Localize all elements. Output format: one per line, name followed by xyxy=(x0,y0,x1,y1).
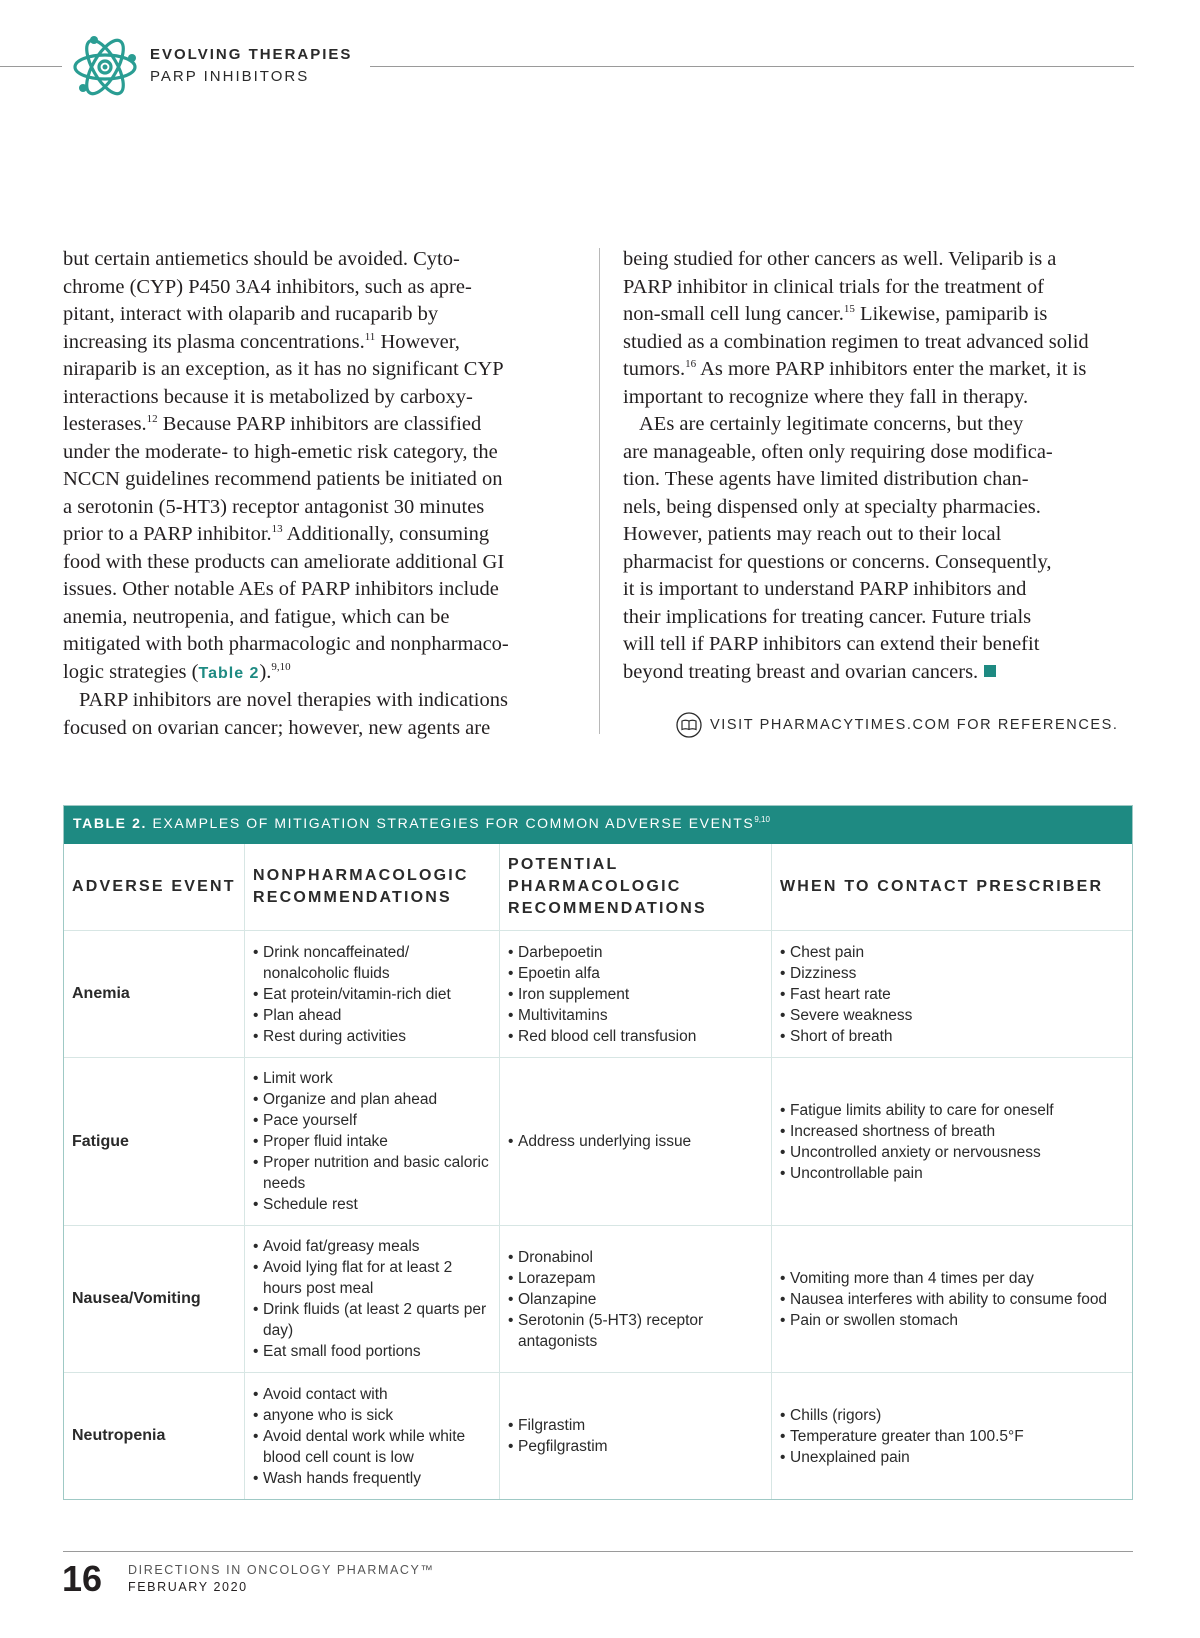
nonpharm-cell xyxy=(244,1226,499,1372)
table-2-link[interactable]: Table 2 xyxy=(198,664,260,682)
list-item: • Chest pain xyxy=(780,942,912,963)
list-item: • Drink fluids (at least 2 quarts per day) xyxy=(253,1299,491,1341)
list-item: • Pegfilgrastim xyxy=(508,1436,608,1457)
text-run: logic strategies ( xyxy=(63,660,199,683)
list-item: • Avoid contact with xyxy=(253,1384,491,1405)
citation: 9,10 xyxy=(271,660,291,673)
list-item: • Pain or swollen stomach xyxy=(780,1310,1107,1331)
list-item: • Vomiting more than 4 times per day xyxy=(780,1268,1107,1289)
list-item: • Red blood cell transfusion xyxy=(508,1026,696,1047)
text-line: niraparib is an exception, as it has no significant CYP xyxy=(63,358,504,380)
text-line xyxy=(63,521,573,549)
header-rule-left xyxy=(0,66,62,67)
column-header: WHEN TO CONTACT PRESCRIBER xyxy=(771,844,1132,930)
list-item: • Short of breath xyxy=(780,1026,912,1047)
text-line: nels, being dispensed only at specialty pharmacies. xyxy=(623,495,1041,518)
contact-cell xyxy=(771,931,1132,1057)
text-run: non-small cell lung cancer. xyxy=(623,303,844,325)
text-line xyxy=(623,659,1133,687)
atom-icon xyxy=(70,32,140,102)
list-item: • Nausea interferes with ability to consume food xyxy=(780,1289,1107,1310)
text-line: studied as a combination regimen to treat advanced solid xyxy=(623,330,1089,353)
citation: 9,10 xyxy=(754,815,770,824)
pharm-cell xyxy=(499,1058,771,1225)
list-item: • Uncontrollable pain xyxy=(780,1163,1054,1184)
contact-cell xyxy=(771,1058,1132,1225)
list-item: • Chills (rigors) xyxy=(780,1405,1024,1426)
text-run: Because PARP inhibitors are classified xyxy=(157,413,482,435)
table-row xyxy=(64,930,1132,1057)
citation: 12 xyxy=(146,413,158,425)
footer-rule xyxy=(63,1551,1133,1552)
list-item: • Uncontrolled anxiety or nervousness xyxy=(780,1142,1054,1163)
text-line: focused on ovarian cancer; however, new agents are xyxy=(63,716,491,739)
adverse-event: Fatigue xyxy=(72,1132,129,1150)
text-line: it is important to understand PARP inhibitors and xyxy=(623,578,1027,600)
text-line: interactions because it is metabolized by carboxy- xyxy=(63,385,473,408)
list-item: • Filgrastim xyxy=(508,1415,608,1436)
text-line: mitigated with both pharmacologic and nonpharmaco- xyxy=(63,633,509,655)
list-item: • Dizziness xyxy=(780,963,912,984)
book-icon xyxy=(676,712,702,738)
list-item: • anyone who is sick xyxy=(253,1405,491,1426)
text-line xyxy=(63,659,573,688)
list-item: • Severe weakness xyxy=(780,1005,912,1026)
text-line: pharmacist for questions or concerns. Consequently, xyxy=(623,550,1052,573)
table-row xyxy=(64,1225,1132,1372)
list-item: • Darbepoetin xyxy=(508,942,696,963)
list-item: • Limit work xyxy=(253,1068,491,1089)
text-line: pitant, interact with olaparib and rucaparib by xyxy=(63,303,439,325)
header-rule-right xyxy=(370,66,1134,67)
pharm-cell xyxy=(499,1226,771,1372)
issue-date: FEBRUARY 2020 xyxy=(128,1580,248,1594)
text-run: beyond treating breast and ovarian cancers. xyxy=(623,660,979,683)
list-item: • Rest during activities xyxy=(253,1026,491,1047)
nonpharm-cell xyxy=(244,1058,499,1225)
text-line xyxy=(63,411,573,439)
pharm-cell xyxy=(499,931,771,1057)
adverse-event: Neutropenia xyxy=(72,1427,166,1444)
text-line xyxy=(63,329,573,357)
list-item: • Pace yourself xyxy=(253,1110,491,1131)
text-line: tion. These agents have limited distribution chan- xyxy=(623,468,1029,490)
text-line: are manageable, often only requiring dose modifica- xyxy=(623,440,1053,463)
text-run: Additionally, consuming xyxy=(282,523,490,545)
text-run: Likewise, pamiparib is xyxy=(854,303,1048,325)
list-item: • Proper nutrition and basic caloric needs xyxy=(253,1152,491,1194)
list-item: • Address underlying issue xyxy=(508,1131,691,1152)
list-item: • Schedule rest xyxy=(253,1194,491,1215)
text-line: food with these products can ameliorate additional GI xyxy=(63,550,505,573)
column-divider xyxy=(599,248,600,734)
text-line: PARP inhibitors are novel therapies with indications xyxy=(79,689,508,711)
text-line: chrome (CYP) P450 3A4 inhibitors, such as apre- xyxy=(63,275,472,298)
table-2 xyxy=(63,805,1133,1500)
list-item: • Plan ahead xyxy=(253,1005,491,1026)
nonpharm-cell xyxy=(244,931,499,1057)
text-line: anemia, neutropenia, and fatigue, which can be xyxy=(63,605,450,628)
list-item: • Iron supplement xyxy=(508,984,696,1005)
pharm-cell xyxy=(499,1373,771,1499)
text-line: However, patients may reach out to their local xyxy=(623,523,1002,545)
text-line: PARP inhibitor in clinical trials for the treatment of xyxy=(623,275,1044,298)
list-item: • Increased shortness of breath xyxy=(780,1121,1054,1142)
column-header: POTENTIAL PHARMACOLOGIC RECOMMENDATIONS xyxy=(499,844,771,930)
table-header-row xyxy=(64,844,1132,930)
contact-cell xyxy=(771,1226,1132,1372)
references-link[interactable] xyxy=(676,712,1119,738)
list-item: • Avoid dental work while white blood cell count is low xyxy=(253,1426,491,1468)
text-run: As more PARP inhibitors enter the market, it is xyxy=(696,358,1087,380)
list-item: • Fatigue limits ability to care for oneself xyxy=(780,1100,1054,1121)
list-item: • Proper fluid intake xyxy=(253,1131,491,1152)
citation: 16 xyxy=(685,358,697,370)
list-item: • Temperature greater than 100.5°F xyxy=(780,1426,1024,1447)
section-title: EVOLVING THERAPIES xyxy=(150,46,353,63)
text-run: lesterases. xyxy=(63,413,147,435)
article-column-right xyxy=(623,246,1133,686)
table-caption-text: EXAMPLES OF MITIGATION STRATEGIES FOR COMMON ADVERSE EVENTS xyxy=(147,815,755,831)
text-line: their implications for treating cancer. Future trials xyxy=(623,605,1032,628)
text-run: tumors. xyxy=(623,358,686,380)
column-header: NONPHARMACOLOGIC RECOMMENDATIONS xyxy=(244,844,499,930)
text-line: will tell if PARP inhibitors can extend their benefit xyxy=(623,633,1040,655)
list-item: • Epoetin alfa xyxy=(508,963,696,984)
list-item: • Eat protein/vitamin-rich diet xyxy=(253,984,491,1005)
list-item: • Avoid lying flat for at least 2 hours post meal xyxy=(253,1257,491,1299)
adverse-event: Anemia xyxy=(72,985,130,1002)
list-item: • Multivitamins xyxy=(508,1005,696,1026)
table-row xyxy=(64,1057,1132,1225)
list-item: • Drink noncaffeinated/ nonalcoholic fluids xyxy=(253,942,491,984)
text-line: issues. Other notable AEs of PARP inhibitors include xyxy=(63,578,499,600)
nonpharm-cell xyxy=(244,1373,499,1499)
text-line: under the moderate- to high-emetic risk category, the xyxy=(63,440,498,463)
list-item: • Organize and plan ahead xyxy=(253,1089,491,1110)
list-item: • Lorazepam xyxy=(508,1268,763,1289)
text-line: being studied for other cancers as well. Veliparib is a xyxy=(623,248,1057,270)
end-mark-icon xyxy=(984,665,996,677)
list-item: • Fast heart rate xyxy=(780,984,912,1005)
text-run: increasing its plasma concentrations. xyxy=(63,330,365,353)
text-line: NCCN guidelines recommend patients be initiated on xyxy=(63,468,503,490)
text-line xyxy=(623,356,1133,384)
list-item: • Avoid fat/greasy meals xyxy=(253,1236,491,1257)
citation: 15 xyxy=(843,303,855,315)
contact-cell xyxy=(771,1373,1132,1499)
text-line xyxy=(623,301,1133,329)
citation: 11 xyxy=(364,330,376,343)
list-item: • Unexplained pain xyxy=(780,1447,1024,1468)
table-caption-label: TABLE 2. xyxy=(73,815,147,831)
citation: 13 xyxy=(271,523,283,535)
table-caption xyxy=(64,806,1132,844)
text-line: but certain antiemetics should be avoided. Cyto- xyxy=(63,248,460,270)
text-run: prior to a PARP inhibitor. xyxy=(63,523,272,545)
section-subtitle: PARP INHIBITORS xyxy=(150,68,310,85)
list-item: • Eat small food portions xyxy=(253,1341,491,1362)
references-text: VISIT PHARMACYTIMES.COM FOR REFERENCES. xyxy=(710,717,1119,733)
text-run: ). xyxy=(259,660,272,683)
list-item: • Wash hands frequently xyxy=(253,1468,491,1489)
article-column-left xyxy=(63,246,573,742)
page-number: 16 xyxy=(62,1558,103,1599)
adverse-event: Nausea/Vomiting xyxy=(72,1290,201,1307)
column-header: ADVERSE EVENT xyxy=(72,878,236,895)
publication-name: DIRECTIONS IN ONCOLOGY PHARMACY™ xyxy=(128,1563,435,1577)
text-run: However, xyxy=(375,330,460,353)
text-line: AEs are certainly legitimate concerns, but they xyxy=(639,413,1024,435)
text-line: a serotonin (5-HT3) receptor antagonist 30 minutes xyxy=(63,495,485,518)
list-item: • Serotonin (5-HT3) receptor antagonists xyxy=(508,1310,763,1352)
list-item: • Dronabinol xyxy=(508,1247,763,1268)
table-row xyxy=(64,1372,1132,1499)
list-item: • Olanzapine xyxy=(508,1289,763,1310)
text-line: important to recognize where they fall in therapy. xyxy=(623,385,1029,408)
